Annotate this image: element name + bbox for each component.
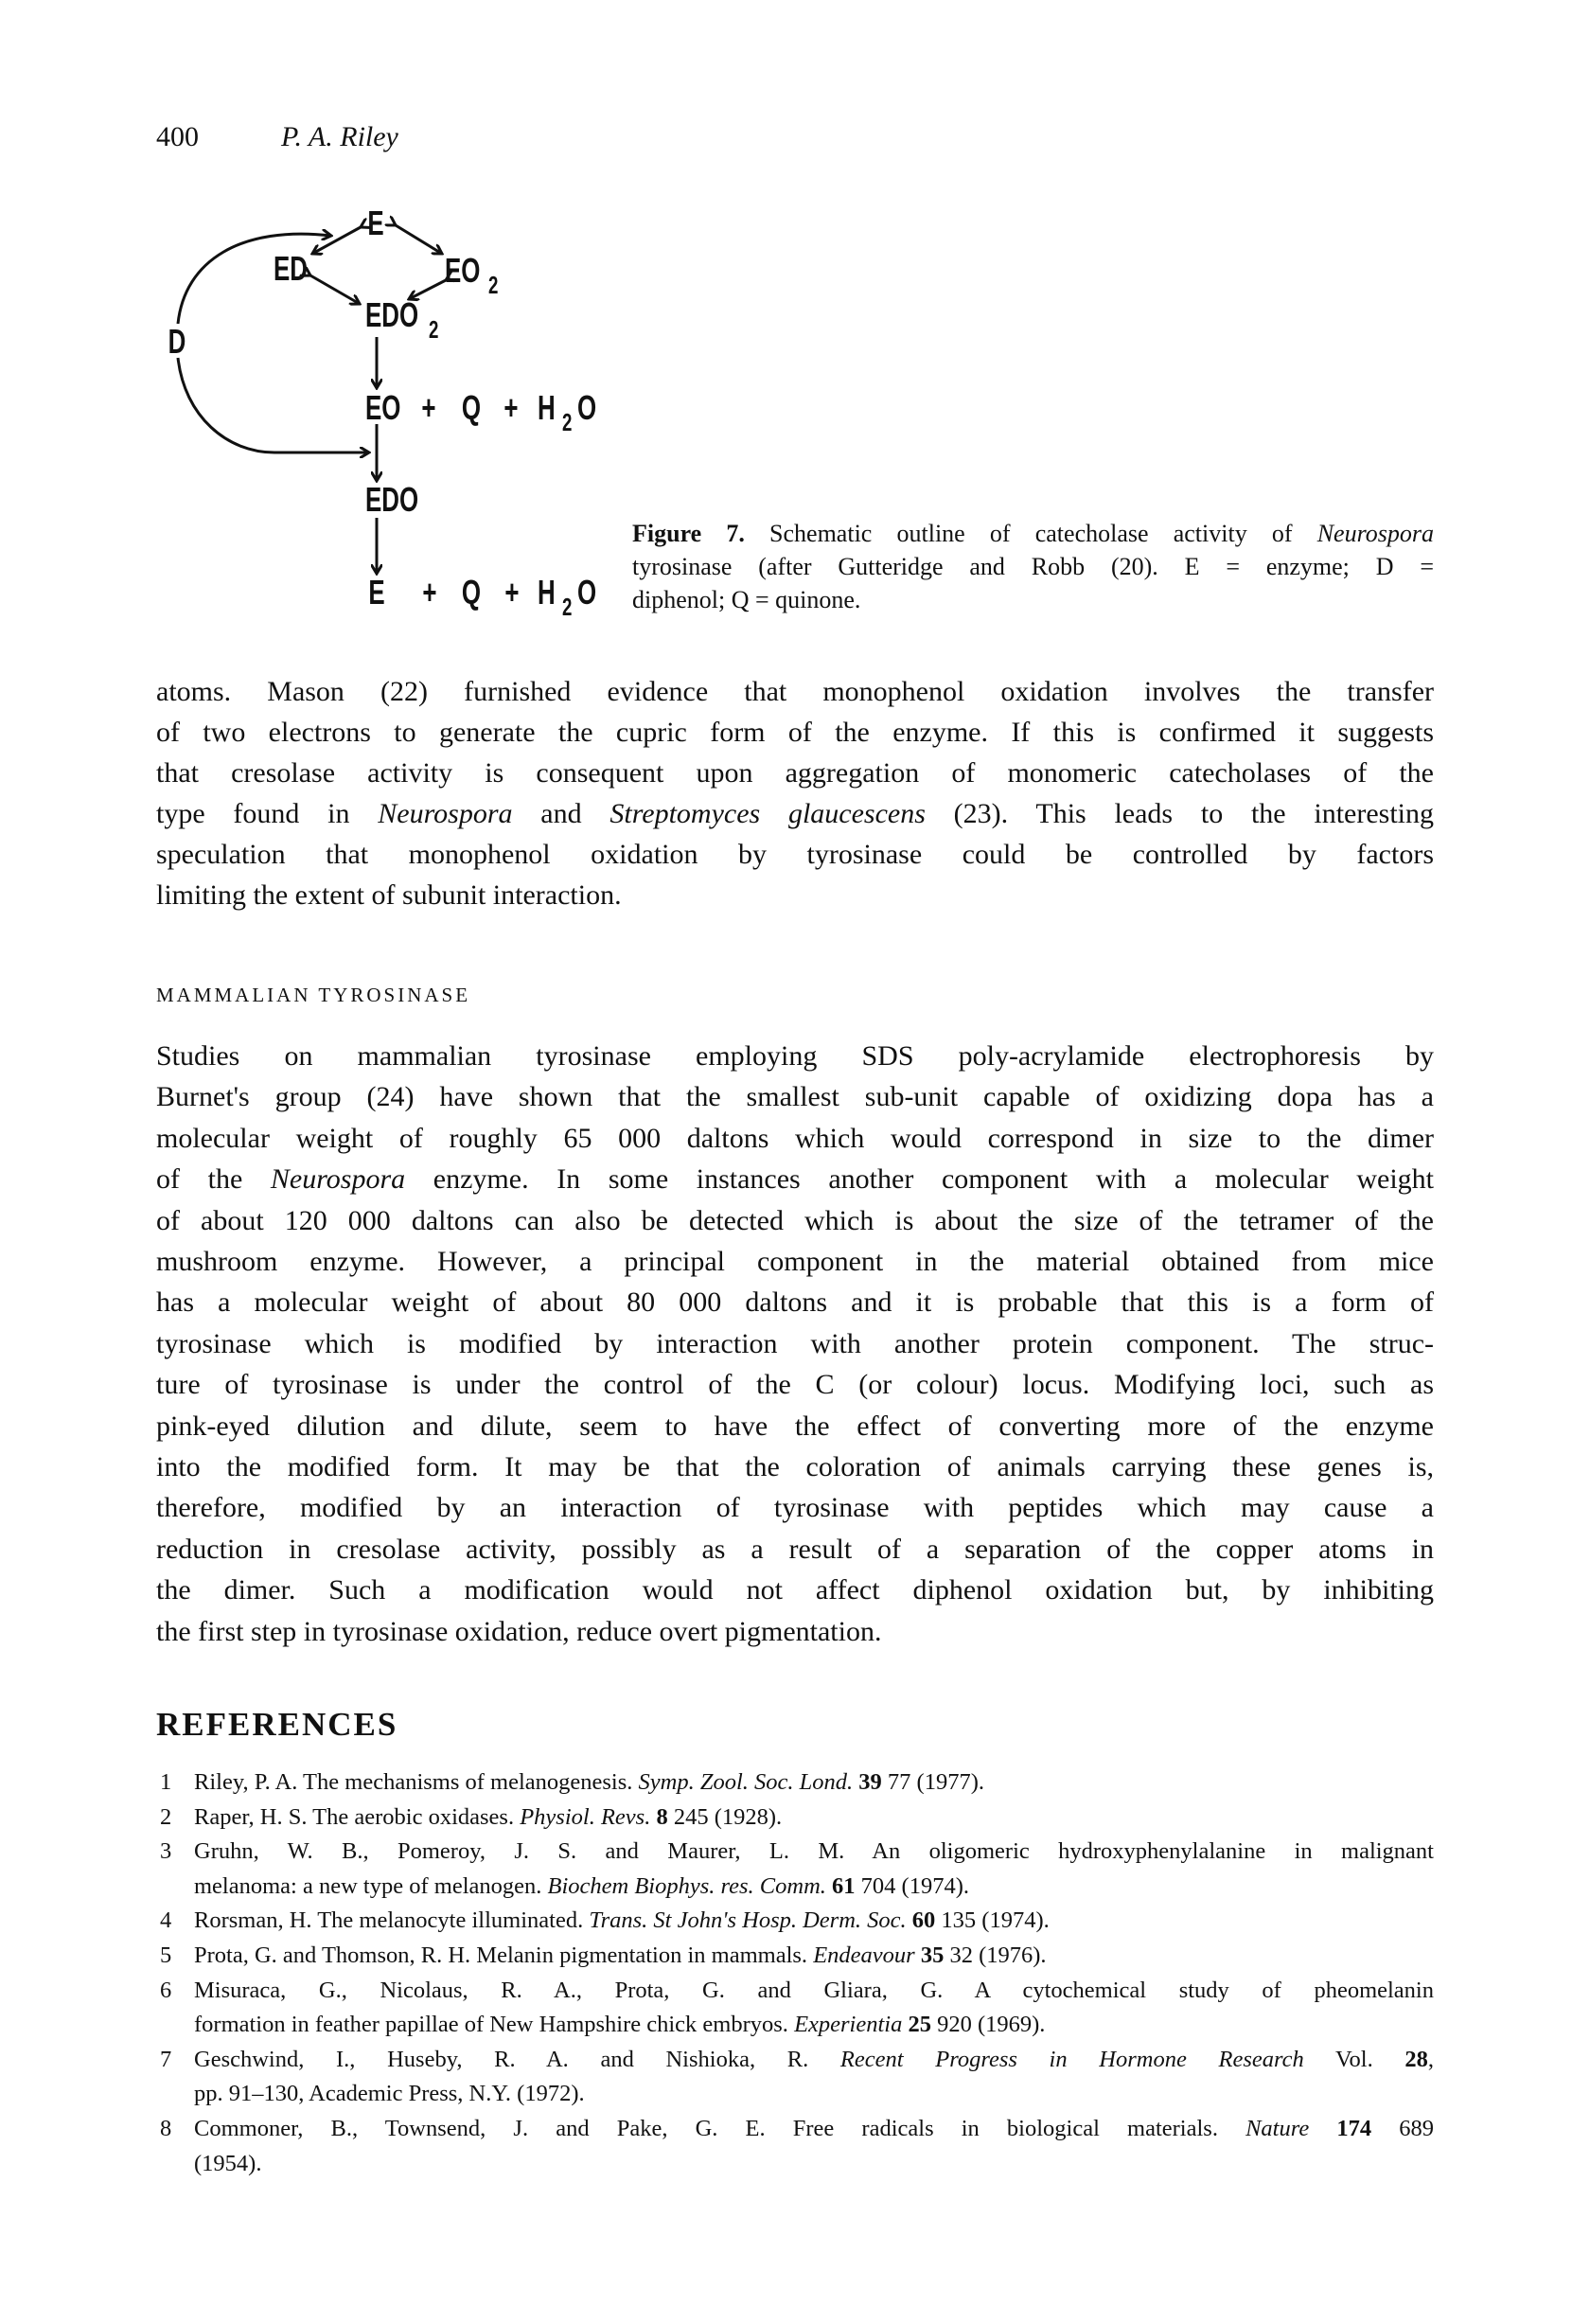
bold-text: 39 (858, 1769, 882, 1795)
text-line (156, 1446, 1434, 1487)
italic-text: Symp. Zool. Soc. Lond. (638, 1769, 854, 1795)
text-line (194, 2043, 1434, 2078)
text-run: Misuraca, G., Nicolaus, R. A., Prota, G. and Gliara, G. A cytochemical study of pheomelanin (194, 1977, 1434, 2003)
italic-text: Endeavour (813, 1942, 915, 1968)
arrow-ed-edo2 (310, 275, 360, 304)
label-ed: ED (273, 249, 309, 289)
label-h2o-o: O (577, 388, 597, 428)
text-run: 77 (1977). (881, 1769, 984, 1795)
italic-text: Neurospora (378, 798, 513, 829)
text-line (156, 834, 1434, 875)
text-line (194, 1835, 1434, 1870)
text-run: tyrosinase which is modified by interaction with another protein component. The struc- (156, 1327, 1434, 1359)
text-run: pp. 91–130, Academic Press, N.Y. (1972). (194, 2081, 585, 2107)
text-line (156, 1159, 1434, 1199)
text-line (156, 1406, 1434, 1446)
curve-arrow-d-to-eo (178, 358, 369, 452)
text-run (1309, 2116, 1336, 2141)
label-h2o-o: O (577, 573, 597, 612)
text-run: pink-eyed dilution and dilute, seem to have the effect of converting more of the enzyme (156, 1410, 1434, 1442)
references-heading: REFERENCES (156, 1706, 398, 1743)
text-line (156, 671, 1434, 712)
text-run: ture of tyrosinase is under the control of the C (or colour) locus. Modifying loci, such as (156, 1369, 1434, 1401)
text-line (156, 793, 1434, 834)
text-run: of the (156, 1163, 271, 1196)
text-run: 245 (1928). (667, 1803, 783, 1830)
bold-text: 8 (656, 1803, 668, 1830)
italic-text: Experientia (794, 2012, 903, 2038)
reference-item (156, 1939, 1434, 1974)
section-heading: MAMMALIAN TYROSINASE (156, 984, 471, 1006)
label-plus: + (503, 388, 519, 428)
reference-item (156, 1904, 1434, 1939)
text-run: Studies on mammalian tyrosinase employing SDS poly-acrylamide electrophoresis by (156, 1040, 1434, 1072)
text-run: Vol. (1303, 2046, 1405, 2072)
label-h2o-subscript: 2 (562, 592, 573, 621)
label-plus: + (422, 573, 437, 612)
text-run: Schematic outline of catecholase activity of (744, 520, 1317, 547)
label-edo: EDO (365, 480, 419, 520)
running-author: P. A. Riley (281, 121, 398, 152)
text-run: , (1427, 2046, 1435, 2072)
bold-text: Figure 7. (632, 520, 745, 547)
label-d: D (168, 322, 186, 362)
text-run: melanoma: a new type of melanogen. (194, 1872, 548, 1899)
text-run: 32 (1976). (944, 1942, 1047, 1968)
text-run: Burnet's group (24) have shown that the smallest sub-unit capable of oxidizing dopa has a (156, 1081, 1434, 1113)
text-line (156, 1282, 1434, 1322)
reference-number: 2 (160, 1803, 172, 1830)
bold-text: 25 (908, 2012, 931, 2038)
text-line (156, 1323, 1434, 1364)
text-run: therefore, modified by an interaction of tyrosinase with peptides which may cause a (156, 1492, 1434, 1524)
text-line (156, 1529, 1434, 1570)
text-line (632, 550, 1434, 583)
italic-text: Trans. St John's Hosp. Derm. Soc. (589, 1907, 907, 1934)
label-plus: + (504, 573, 520, 612)
label-h2o-h: H (538, 388, 556, 428)
text-line (632, 583, 1434, 616)
text-run: and (512, 798, 610, 829)
reference-number: 3 (160, 1838, 172, 1865)
text-run: Rorsman, H. The melanocyte illuminated. (194, 1907, 590, 1934)
label-e-top: E (367, 204, 384, 243)
label-eo2-subscript: 2 (488, 270, 499, 299)
text-line (156, 712, 1434, 753)
text-run: reduction in cresolase activity, possibly as a result of a separation of the copper atoms in (156, 1533, 1434, 1565)
reference-item (156, 2112, 1434, 2181)
text-run: speculation that monophenol oxidation by tyrosinase could be controlled by factors (156, 839, 1434, 870)
text-line (194, 1904, 1434, 1939)
text-run: of two electrons to generate the cupric form of the enzyme. If this is confirmed it suggests (156, 717, 1434, 748)
text-line (194, 1974, 1434, 2009)
text-run: Prota, G. and Thomson, R. H. Melanin pigmentation in mammals. (194, 1942, 814, 1968)
text-run: 689 (1371, 2115, 1435, 2141)
text-line (194, 2112, 1434, 2147)
label-e-bottom: E (368, 573, 385, 612)
text-run: Gruhn, W. B., Pomeroy, J. S. and Maurer, L. M. An oligomeric hydroxyphenylalanine in malignant (194, 1838, 1434, 1865)
label-plus: + (421, 388, 436, 428)
text-line (194, 1765, 1434, 1801)
reference-number: 8 (160, 2115, 172, 2141)
text-line (194, 1870, 1434, 1905)
label-h2o-h: H (538, 573, 556, 612)
italic-text: Neurospora (1316, 520, 1434, 547)
italic-text: Nature (1245, 2115, 1310, 2141)
italic-text: Recent Progress in Hormone Research (839, 2046, 1304, 2072)
text-run: (23). This leads to the interesting (925, 798, 1434, 829)
text-run: the first step in tyrosinase oxidation, reduce overt pigmentation. (156, 1615, 882, 1647)
arrow-e-eo2 (396, 225, 442, 254)
text-run: the dimer. Such a modification would not affect diphenol oxidation but, by inhibiting (156, 1574, 1434, 1606)
figure-caption (632, 517, 1434, 616)
reference-item (156, 1765, 1434, 1801)
reference-number: 4 (160, 1907, 172, 1934)
text-run: into the modified form. It may be that the coloration of animals carrying these genes is, (156, 1451, 1434, 1483)
bold-text: 28 (1404, 2046, 1428, 2072)
body-paragraph-2 (156, 1036, 1434, 1652)
text-run: of about 120 000 daltons can also be detected which is about the size of the tetramer of the (156, 1204, 1434, 1236)
text-line (156, 753, 1434, 793)
italic-text: Biochem Biophys. res. Comm. (547, 1872, 826, 1899)
text-line (156, 875, 1434, 915)
reference-number: 1 (160, 1769, 172, 1795)
label-edo2: EDO (365, 295, 419, 335)
text-run: mushroom enzyme. However, a principal component in the material obtained from mice (156, 1246, 1434, 1278)
text-run: that cresolase activity is consequent upon aggregation of monomeric catecholases of the (156, 757, 1434, 789)
label-edo2-subscript: 2 (429, 314, 439, 344)
text-run: Commoner, B., Townsend, J. and Pake, G. E. Free radicals in biological materials. (194, 2115, 1246, 2141)
text-line (194, 1801, 1434, 1836)
text-run: diphenol; Q = quinone. (632, 586, 861, 613)
text-line (194, 2147, 1434, 2182)
text-run: Raper, H. S. The aerobic oxidases. (194, 1803, 521, 1830)
text-line (632, 517, 1434, 550)
label-eo2: EO (445, 251, 481, 291)
reference-item (156, 2043, 1434, 2112)
text-line (156, 1200, 1434, 1241)
reference-number: 7 (160, 2046, 172, 2072)
reference-item (156, 1801, 1434, 1836)
text-run: has a molecular weight of about 80 000 daltons and it is probable that this is a form of (156, 1286, 1434, 1319)
text-line (156, 1570, 1434, 1610)
reference-item (156, 1974, 1434, 2043)
text-line (194, 2008, 1434, 2043)
curve-arrow-d-to-e (178, 234, 331, 324)
reaction-scheme-diagram (0, 0, 615, 663)
text-run: Riley, P. A. The mechanisms of melanogenesis. (194, 1769, 639, 1795)
page-number: 400 (156, 121, 199, 152)
body-paragraph-1 (156, 671, 1434, 915)
reference-item (156, 1835, 1434, 1904)
text-line (156, 1118, 1434, 1159)
references-list (156, 1765, 1434, 2181)
text-run: molecular weight of roughly 65 000 daltons which would correspond in size to the dimer (156, 1122, 1434, 1154)
text-run: tyrosinase (after Gutteridge and Robb (20). E = enzyme; D = (632, 553, 1434, 580)
bold-text: 174 (1336, 2115, 1372, 2141)
text-run: 920 (1969). (930, 2012, 1046, 2038)
text-run: 704 (1974). (855, 1872, 969, 1899)
text-run: type found in (156, 798, 379, 829)
italic-text: Physiol. Revs. (520, 1803, 651, 1830)
reference-number: 5 (160, 1942, 172, 1968)
text-run: limiting the extent of subunit interaction. (156, 879, 622, 911)
label-q: Q (461, 388, 482, 428)
text-line (194, 1939, 1434, 1974)
text-line (194, 2077, 1434, 2112)
text-line (156, 1364, 1434, 1405)
reference-number: 6 (160, 1977, 172, 2003)
bold-text: 60 (911, 1907, 936, 1934)
text-run: (1954). (194, 2150, 262, 2176)
text-line (156, 1036, 1434, 1076)
bold-text: 61 (832, 1872, 856, 1899)
text-run: atoms. Mason (22) furnished evidence that monophenol oxidation involves the transfer (156, 676, 1434, 707)
label-h2o-subscript: 2 (562, 407, 573, 436)
bold-text: 35 (920, 1942, 945, 1968)
italic-text: Neurospora (270, 1163, 406, 1196)
text-run: Geschwind, I., Huseby, R. A. and Nishioka, R. (194, 2046, 840, 2072)
text-run: formation in feather papillae of New Hampshire chick embryos. (194, 2012, 795, 2038)
text-line (156, 1241, 1434, 1282)
text-line (156, 1487, 1434, 1528)
arrow-e-ed (312, 227, 361, 254)
arrow-eo2-edo2 (409, 280, 446, 299)
text-line (156, 1611, 1434, 1652)
text-run: 135 (1974). (935, 1907, 1050, 1934)
text-run: enzyme. In some instances another component with a molecular weight (405, 1163, 1435, 1196)
italic-text: Streptomyces glaucescens (609, 798, 926, 829)
label-q: Q (461, 573, 482, 612)
text-line (156, 1076, 1434, 1117)
label-eo: EO (365, 388, 401, 428)
